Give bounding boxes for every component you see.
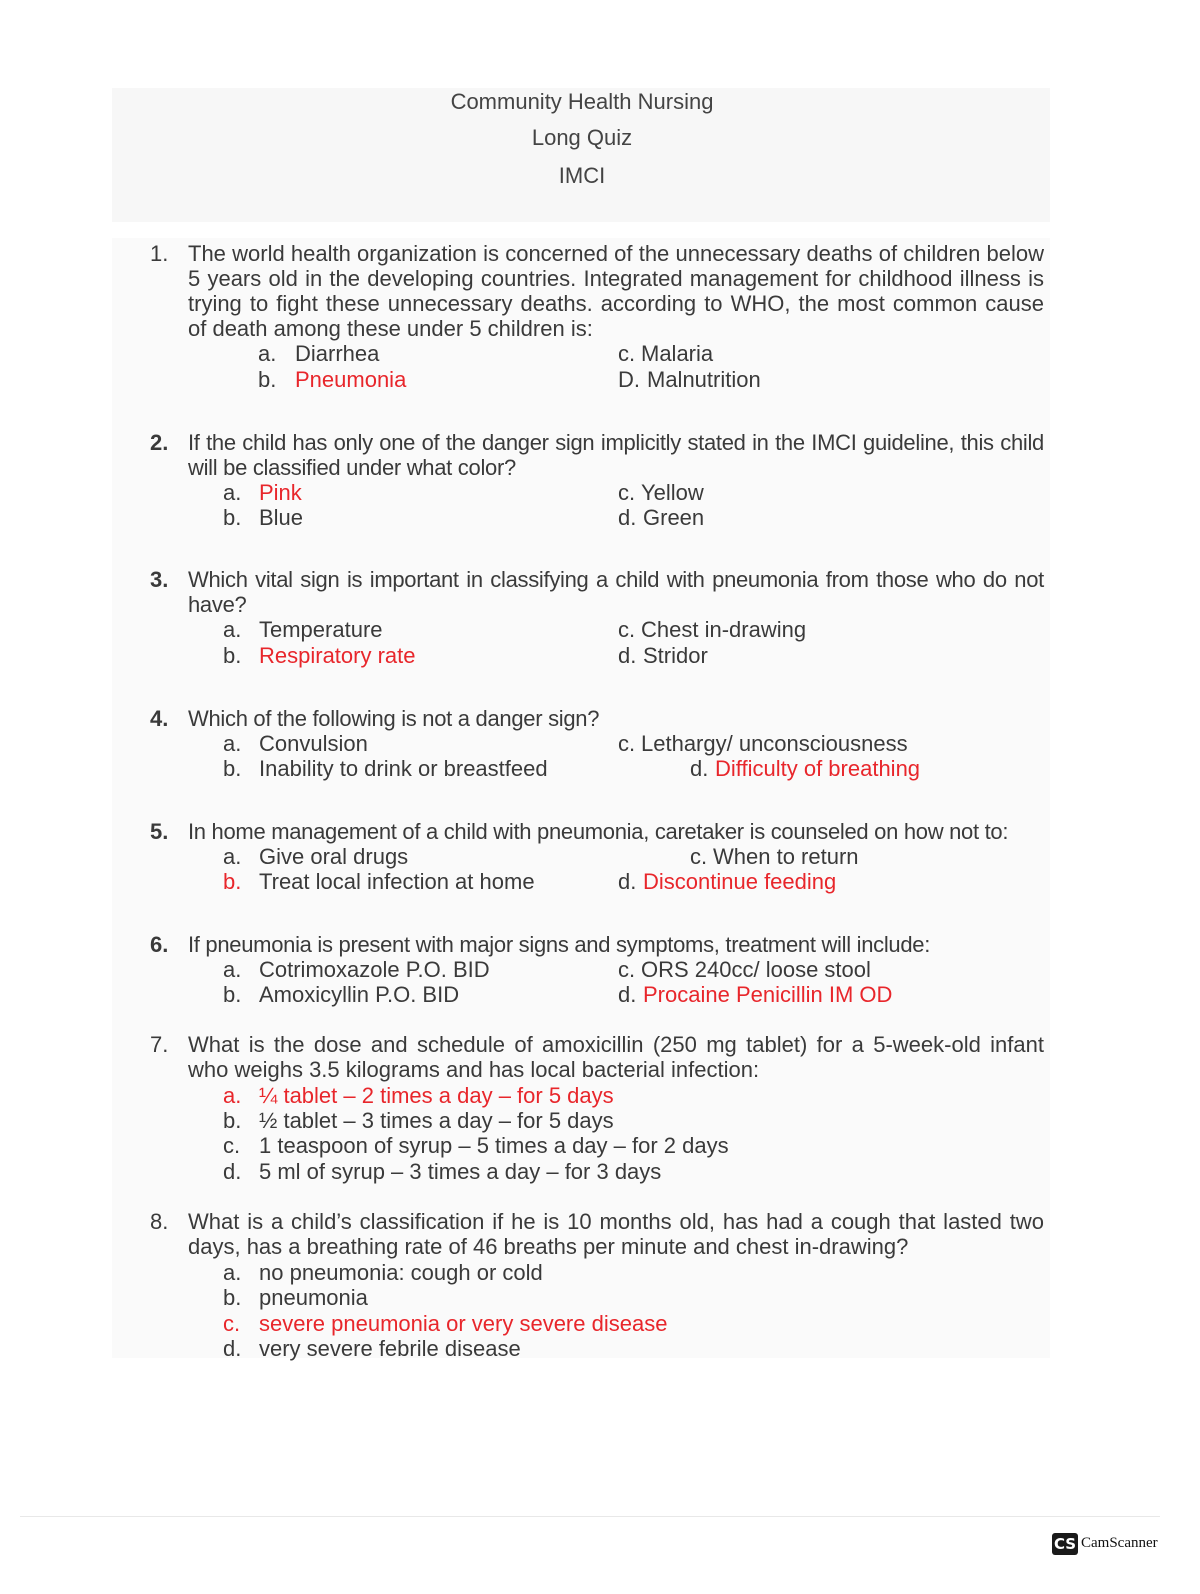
option-d <box>618 643 708 668</box>
option-text: Malnutrition <box>647 367 761 392</box>
option-text: Yellow <box>641 480 704 505</box>
option-letter: b. <box>223 756 242 781</box>
option-text: Amoxicyllin P.O. BID <box>259 982 460 1007</box>
option-letter: b. <box>223 982 242 1007</box>
option-text: pneumonia <box>259 1285 368 1310</box>
option-letter: D. <box>618 367 640 392</box>
option-letter: c. <box>690 844 708 869</box>
option-letter: d. <box>618 982 637 1007</box>
option-b <box>223 982 459 1007</box>
question-number: 2. <box>150 430 169 455</box>
option-d <box>690 756 920 781</box>
question-number: 8. <box>150 1209 169 1234</box>
option-letter: c. <box>618 731 636 756</box>
option-text-correct: Procaine Penicillin IM OD <box>643 982 893 1007</box>
exam-title: Long Quiz <box>531 125 633 150</box>
question-number: 3. <box>150 567 169 592</box>
option-c <box>618 480 704 505</box>
option-text: Give oral drugs <box>259 844 409 869</box>
question-number: 1. <box>150 241 169 266</box>
option-text-correct: Difficulty of breathing <box>715 756 921 781</box>
option-text: Malaria <box>641 341 714 366</box>
question-text: Which vital sign is important in classifying a child with pneumonia from those who do not have? <box>188 567 1044 617</box>
option-letter: a. <box>223 1083 242 1108</box>
option-b <box>223 505 303 530</box>
option-text-correct: Respiratory rate <box>259 643 416 668</box>
option-d <box>618 367 761 392</box>
option-b <box>223 1108 614 1133</box>
option-text: 5 ml of syrup – 3 times a day – for 3 days <box>259 1159 662 1184</box>
option-letter: a. <box>223 480 242 505</box>
option-c-correct <box>223 1311 667 1336</box>
option-b <box>223 756 548 781</box>
question-text: What is a child’s classification if he is 10 months old, has had a cough that lasted two days, has a breathing rate of 46 breaths per minute and chest in-drawing? <box>188 1209 1044 1259</box>
option-a <box>223 480 302 505</box>
option-text: Temperature <box>259 617 383 642</box>
option-text: Inability to drink or breastfeed <box>259 756 548 781</box>
option-letter: c. <box>618 480 636 505</box>
scan-shade-body <box>112 238 1050 1358</box>
question-number: 5. <box>150 819 169 844</box>
camscanner-brand: CamScanner <box>1081 1535 1158 1551</box>
option-text: 1 teaspoon of syrup – 5 times a day – for 2 days <box>259 1133 729 1158</box>
option-letter: a. <box>223 617 242 642</box>
option-text: Cotrimoxazole P.O. BID <box>259 957 490 982</box>
option-letter: b. <box>258 367 277 392</box>
option-c <box>618 731 908 756</box>
option-text: ½ tablet – 3 times a day – for 5 days <box>259 1108 614 1133</box>
option-letter: d. <box>618 643 637 668</box>
option-c <box>618 957 871 982</box>
option-b <box>223 1285 368 1310</box>
question-number: 6. <box>150 932 169 957</box>
option-letter: a. <box>223 731 242 756</box>
option-letter: d. <box>690 756 709 781</box>
option-d <box>618 982 892 1007</box>
option-letter: d. <box>618 505 637 530</box>
option-letter: c. <box>223 1133 241 1158</box>
option-d <box>618 869 836 894</box>
question-text: Which of the following is not a danger sign? <box>188 706 600 731</box>
option-text: Chest in-drawing <box>641 617 807 642</box>
question-text: The world health organization is concerned of the unnecessary deaths of children below 5 years old in the developing countries. Integrated management for childhood illness is trying to fight these unnecessary deaths. according to WHO, the most common cause of death among these under 5 children is: <box>188 241 1044 341</box>
option-letter: a. <box>223 844 242 869</box>
option-c <box>618 341 713 366</box>
option-text: When to return <box>713 844 859 869</box>
question-number: 4. <box>150 706 169 731</box>
option-a <box>223 731 368 756</box>
option-text-correct: Pink <box>259 480 302 505</box>
option-text: ORS 240cc/ loose stool <box>641 957 871 982</box>
option-c <box>618 617 806 642</box>
question-text: What is the dose and schedule of amoxicillin (250 mg tablet) for a 5-week-old infant who weighs 3.5 kilograms and has local bacterial infection: <box>188 1032 1044 1082</box>
option-letter: a. <box>223 1260 242 1285</box>
option-c <box>690 844 859 869</box>
option-letter: d. <box>618 869 637 894</box>
option-text: severe pneumonia or very severe disease <box>259 1311 668 1336</box>
option-letter: d. <box>223 1159 242 1184</box>
option-d <box>223 1159 661 1184</box>
option-text: ¼ tablet – 2 times a day – for 5 days <box>259 1083 614 1108</box>
option-letter: a. <box>223 957 242 982</box>
question-text: If the child has only one of the danger sign implicitly stated in the IMCI guideline, this child will be classified under what color? <box>188 430 1044 480</box>
option-text: no pneumonia: cough or cold <box>259 1260 543 1285</box>
option-text: Green <box>643 505 705 530</box>
option-d <box>618 505 704 530</box>
option-text: Lethargy/ unconsciousness <box>641 731 908 756</box>
option-letter: c. <box>618 617 636 642</box>
option-letter-correct: b. <box>223 869 242 894</box>
option-text-correct: Discontinue feeding <box>643 869 837 894</box>
footer-divider <box>20 1516 1160 1517</box>
option-text: Blue <box>259 505 304 530</box>
option-letter: c. <box>223 1311 241 1336</box>
option-b <box>258 367 406 392</box>
topic-title: IMCI <box>558 163 606 188</box>
option-a <box>258 341 379 366</box>
option-letter: a. <box>258 341 277 366</box>
option-text-correct: Pneumonia <box>295 367 407 392</box>
option-letter: c. <box>618 341 636 366</box>
option-a <box>223 844 408 869</box>
question-text: If pneumonia is present with major signs and symptoms, treatment will include: <box>188 932 931 957</box>
option-b <box>223 643 416 668</box>
question-number: 7. <box>150 1032 169 1057</box>
option-c <box>223 1133 729 1158</box>
option-a-correct <box>223 1083 614 1108</box>
option-text: very severe febrile disease <box>259 1336 521 1361</box>
option-letter: d. <box>223 1336 242 1361</box>
option-letter: b. <box>223 1108 242 1133</box>
option-letter: b. <box>223 643 242 668</box>
option-b <box>223 869 535 894</box>
option-text: Convulsion <box>259 731 368 756</box>
option-letter: b. <box>223 1285 242 1310</box>
course-title: Community Health Nursing <box>450 89 714 114</box>
option-text: Diarrhea <box>295 341 380 366</box>
camscanner-logo-icon: CS <box>1053 1535 1077 1553</box>
option-a <box>223 957 490 982</box>
option-letter: c. <box>618 957 636 982</box>
option-text: Treat local infection at home <box>259 869 535 894</box>
option-text: Stridor <box>643 643 708 668</box>
option-letter: b. <box>223 505 242 530</box>
option-a <box>223 617 383 642</box>
question-text: In home management of a child with pneumonia, caretaker is counseled on how not to: <box>188 819 1009 844</box>
option-d <box>223 1336 521 1361</box>
option-a <box>223 1260 543 1285</box>
